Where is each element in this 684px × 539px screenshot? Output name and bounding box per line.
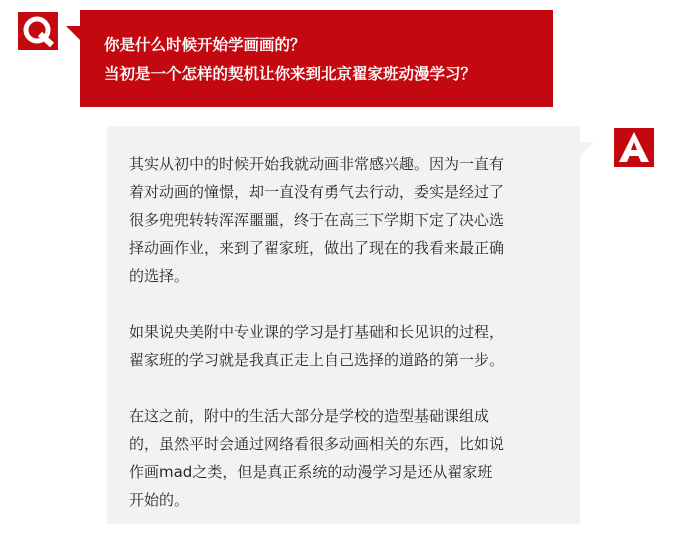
answer-line: 开始的。 xyxy=(129,491,190,509)
question-line: 你是什么时候开始学画画的？ xyxy=(104,36,306,54)
answer-line: 在这之前，附中的生活大部分是学校的造型基础课组成 xyxy=(129,407,490,425)
answer-line: 择动画作业，来到了翟家班，做出了现在的我看来最正确 xyxy=(129,239,505,257)
answer-line: 的选择。 xyxy=(129,267,190,285)
paragraph-gap xyxy=(129,290,580,318)
answer-line: 的，虽然平时会通过网络看很多动画相关的东西，比如说 xyxy=(129,435,505,453)
answer-line: 如果说央美附中专业课的学习是打基础和长见识的过程， xyxy=(129,323,505,341)
answer-line: 作画mad之类，但是真正系统的动漫学习是还从翟家班 xyxy=(129,463,493,481)
answer-box xyxy=(107,126,580,524)
question-box xyxy=(80,10,553,107)
answer-line: 着对动画的憧憬，却一直没有勇气去行动，委实是经过了 xyxy=(129,183,505,201)
answer-line: 很多兜兜转转浑浑噩噩，终于在高三下学期下定了决心选 xyxy=(129,211,505,229)
a-icon xyxy=(614,128,654,167)
paragraph-gap xyxy=(129,374,580,402)
answer-line: 其实从初中的时候开始我就动画非常感兴趣。因为一直有 xyxy=(129,155,505,173)
question-line: 当初是一个怎样的契机让你来到北京翟家班动漫学习？ xyxy=(104,65,477,83)
q-icon xyxy=(18,12,58,50)
answer-line: 翟家班的学习就是我真正走上自己选择的道路的第一步。 xyxy=(129,351,505,369)
